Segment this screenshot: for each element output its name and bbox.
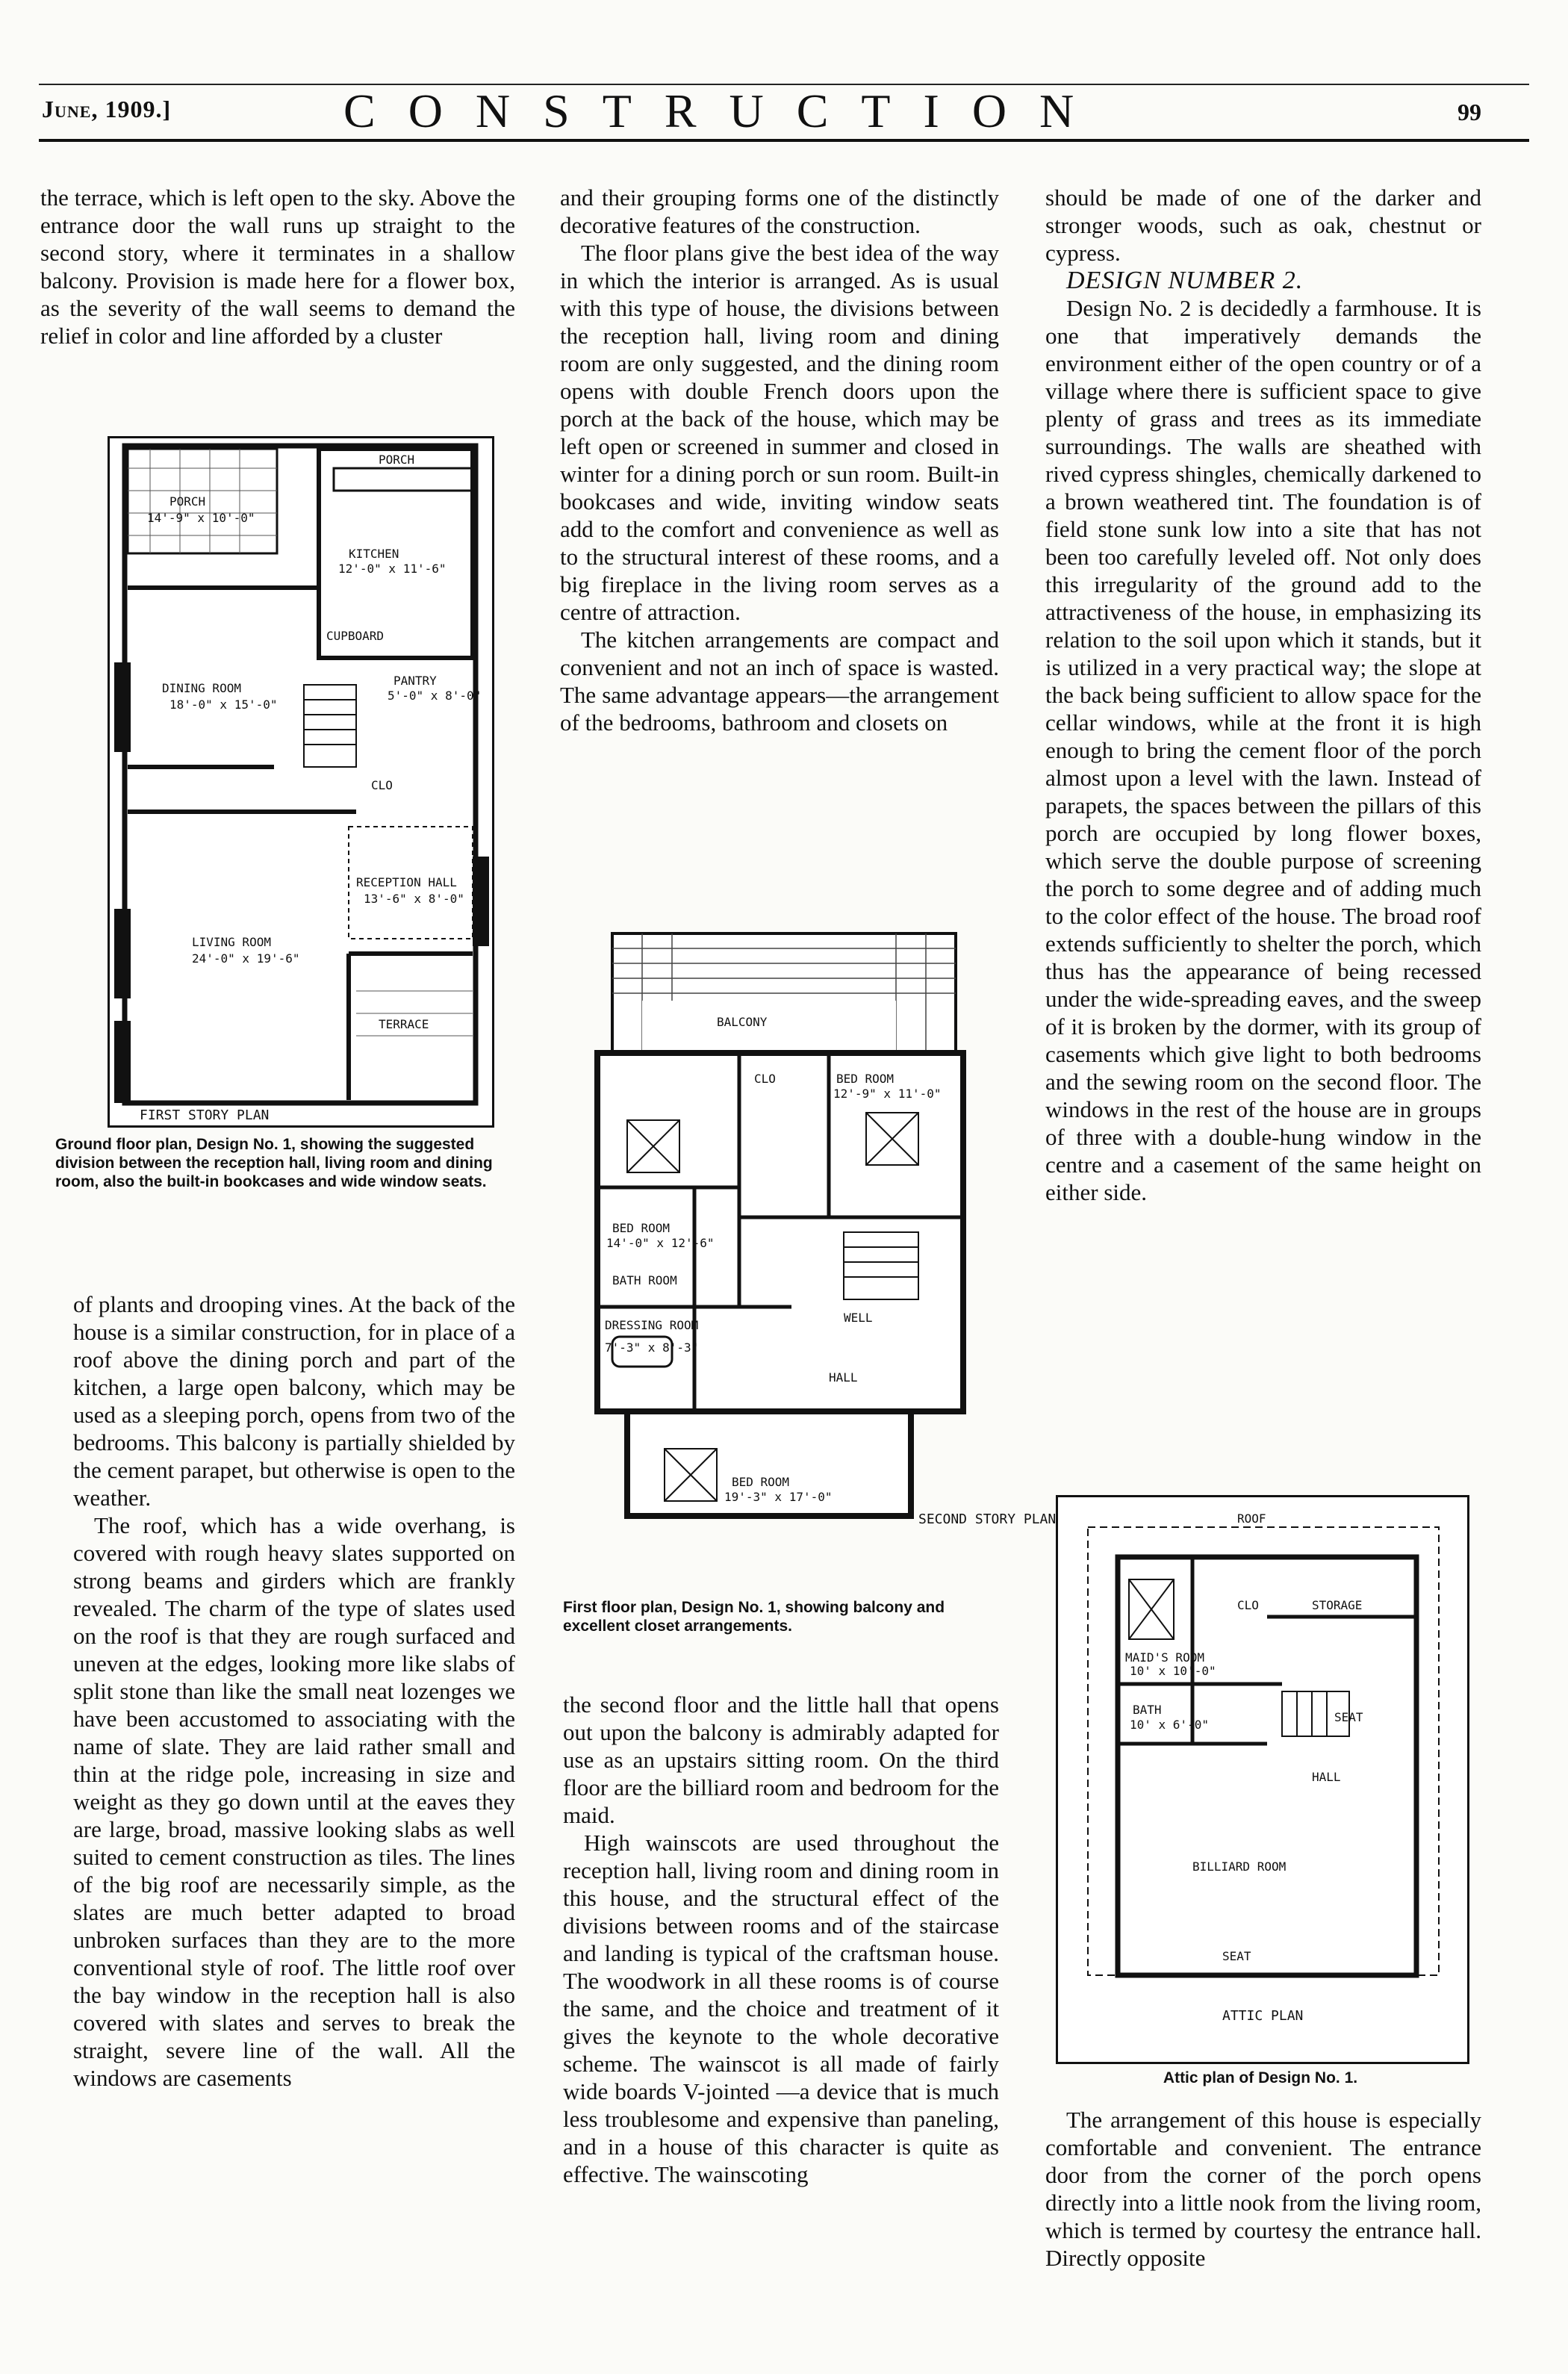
plan-dimension: 19'-3" x 17'-0" xyxy=(724,1490,833,1504)
plan-dimension: 14'-0" x 12'-6" xyxy=(606,1236,715,1250)
header-rule xyxy=(39,139,1529,142)
paragraph: the second floor and the little hall that opens out upon the balcony is admirably adapted for use as an upstairs sitting room. On the third floor are the billiard room and bedroom for the maid. xyxy=(563,1691,999,1828)
plan-label: KITCHEN xyxy=(349,547,399,561)
plan-dimension: 12'-0" x 11'-6" xyxy=(338,562,447,576)
plan-dimension: 10' x 10'-0" xyxy=(1130,1664,1216,1678)
figure-caption: Ground floor plan, Design No. 1, showing the suggested division between the reception hall, living room and dining room, also the built-in bookcases and wide window seats. xyxy=(55,1136,493,1190)
plan-label: BED ROOM xyxy=(836,1072,895,1086)
plan-title: SECOND STORY PLAN xyxy=(918,1511,1057,1527)
plan-label: WELL xyxy=(844,1311,873,1325)
plan-label: MAID'S ROOM xyxy=(1125,1650,1204,1665)
plan-label: HALL xyxy=(1312,1770,1341,1784)
attic-plan xyxy=(1056,1495,1469,2064)
plan-label: CLO xyxy=(754,1072,776,1086)
plan-label: DRESSING ROOM xyxy=(605,1318,699,1332)
plan-label: HALL xyxy=(829,1370,858,1385)
plan-label: LIVING ROOM xyxy=(192,935,271,949)
paragraph: should be made of one of the darker and stronger woods, such as oak, chestnut or cypress. xyxy=(1045,184,1481,266)
plan-label: CLO xyxy=(1237,1598,1259,1612)
first-floor-plan xyxy=(567,933,1057,1576)
paragraph: the terrace, which is left open to the sky. Above the entrance door the wall runs up straight to the second story, where it terminates in a shallow balcony. Provision is made here for a flower box, as the severity of the wall seems to demand the relief in color and line afforded by a cluster xyxy=(40,184,515,349)
paragraph: The arrangement of this house is especially comfortable and convenient. The entrance door from the corner of the porch opens directly into a little nook from the living room, which is termed by courtesy the entrance hall. Directly opposite xyxy=(1045,2107,1481,2271)
plan-dimension: 14'-9" x 10'-0" xyxy=(147,511,255,525)
paragraph: Design No. 2 is decidedly a farmhouse. It is one that imperatively demands the environment either of the open country or of a village where there is sufficient space to give plenty of grass and trees as its immediate surroundings. The walls are sheathed with rived cypress shingles, chemically darkened to a brown weathered tint. The foundation is of field stone sunk low into a site that has not been too carefully leveled off. Not only does this irregularity of the ground add to the attractiveness of the house, in emphasizing its relation to the soil upon which it stands, but it is utilized in a very practical way; the slope at the back being sufficient to allow space for the cellar windows, while at the front it is high enough to bring the cement floor of the porch almost upon a level with the lawn. Instead of parapets, the spaces between the pillars of this porch are occupied by long flower boxes, which serve the double purpose of screening the porch to some degree and of adding much to the color effect of the house. The broad roof extends sufficiently to shelter the porch, which thus has the appearance of being recessed under the wide-spreading eaves, and the sweep of it is broken by the dormer, with its group of casements which give light to both bedrooms and the sewing room on the second floor. The windows in the rest of the house are in groups of three with a double-hung window in the centre and a casement of the same height on either side. xyxy=(1045,295,1481,1205)
plan-title: FIRST STORY PLAN xyxy=(140,1107,270,1123)
column-1-top xyxy=(40,184,515,349)
plan-label: PANTRY xyxy=(393,674,437,688)
plan-label: ROOF xyxy=(1237,1511,1266,1526)
plan-label: BILLIARD ROOM xyxy=(1192,1859,1287,1874)
plan-label: DINING ROOM xyxy=(162,681,241,695)
plan-title: ATTIC PLAN xyxy=(1222,2008,1304,2024)
plan-label: BATH xyxy=(1133,1703,1162,1717)
page-number: 99 xyxy=(1457,99,1481,125)
column-3-top xyxy=(1045,184,1481,1206)
plan-label: TERRACE xyxy=(379,1017,429,1031)
plan-dimension: 18'-0" x 15'-0" xyxy=(169,697,278,712)
plan-label: RECEPTION HALL xyxy=(356,875,457,889)
ground-floor-plan xyxy=(108,436,494,1128)
paragraph: The roof, which has a wide overhang, is covered with rough heavy slates supported on strong beams and girders which are frankly revealed. The charm of the type of slates used on the roof is that they are rough surfaced and uneven at the edges, looking more like slabs of split stone than like the small neat lozenges we have been accustomed to associating with the name of slate. They are laid rather small and thin at the ridge pole, increasing in size and weight as they go down until at the eaves they are large, broad, massive looking slabs as well suited to cement construction as tiles. The lines of the big roof are necessarily simple, as the slates are much better adapted to broad unbroken surfaces than they are to the more conventional style of roof. The little roof over the bay window in the reception hall is also covered with slates and serves to break the straight, severe line of the wall. All the windows are casements xyxy=(73,1512,515,2091)
plan-label: STORAGE xyxy=(1312,1598,1363,1612)
header-date: June, 1909.] xyxy=(42,96,172,122)
paragraph: The floor plans give the best idea of the way in which the interior is arranged. As is usual with this type of house, the divisions between the reception hall, living room and dining room are only suggested, and the dining room opens with double French doors upon the porch at the back of the house, which may be left open or screened in summer and closed in winter for a dining porch or sun room. Built-in bookcases and wide, inviting window seats add to the comfort and convenience as well as to the structural interest of these rooms, and a big fireplace in the living room serves as a centre of attraction. xyxy=(560,240,999,625)
paragraph: and their grouping forms one of the distinctly decorative features of the construction. xyxy=(560,184,999,238)
paragraph: High wainscots are used throughout the reception hall, living room and dining room in this house, and the structural effect of the divisions between rooms and of the staircase and landing is typical of the craftsman house. The woodwork in all these rooms is of course the same, and the choice and treatment of it gives the keynote to the whole decorative scheme. The wainscot is all made of fairly wide boards V-jointed —a device that is much less troublesome and expensive than paneling, and in a house of this character is quite as effective. The wainscoting xyxy=(563,1830,999,2187)
plan-label: PORCH xyxy=(169,494,206,509)
plan-label: CLO xyxy=(371,778,393,792)
column-1-bottom xyxy=(73,1290,515,2092)
paragraph: of plants and drooping vines. At the back of the house is a similar construction, for in place of a roof above the dining porch and part of the kitchen, a large open balcony, which may be used as a sleeping porch, opens from two of the bedrooms. This balcony is partially shielded by the cement parapet, but otherwise is open to the weather. xyxy=(73,1291,515,1511)
plan-dimension: 13'-6" x 8'-0" xyxy=(364,892,464,906)
plan-dimension: 12'-9" x 11'-0" xyxy=(833,1087,942,1101)
column-2-bottom xyxy=(563,1691,999,2188)
plan-label: BED ROOM xyxy=(732,1475,790,1489)
plan-label: BED ROOM xyxy=(612,1221,671,1235)
figure-caption: First floor plan, Design No. 1, showing balcony and excellent closet arrangements. xyxy=(563,1599,945,1635)
column-2-top xyxy=(560,184,999,736)
plan-dimension: 24'-0" x 19'-6" xyxy=(192,951,300,966)
plan-dimension: 7'-3" x 8'-3" xyxy=(605,1340,699,1355)
plan-dimension: 10' x 6'-0" xyxy=(1130,1718,1209,1732)
paragraph: The kitchen arrangements are compact and convenient and not an inch of space is wasted. The same advantage appears—the arrangement of the bedrooms, bathroom and closets on xyxy=(560,627,999,736)
plan-label: BATH ROOM xyxy=(612,1273,677,1287)
plan-dimension: 5'-0" x 8'-0" xyxy=(388,689,482,703)
plan-label: SEAT xyxy=(1222,1949,1251,1963)
column-3-bottom xyxy=(1045,2106,1481,2272)
section-heading: DESIGN NUMBER 2. xyxy=(1066,267,1304,294)
plan-label: BALCONY xyxy=(717,1015,768,1029)
figure-caption: Attic plan of Design No. 1. xyxy=(1163,2069,1358,2086)
plan-label: SEAT xyxy=(1334,1710,1363,1724)
magazine-title: CONSTRUCTION xyxy=(343,84,1107,137)
plan-label: CUPBOARD xyxy=(326,629,385,643)
plan-label: PORCH xyxy=(379,453,415,467)
